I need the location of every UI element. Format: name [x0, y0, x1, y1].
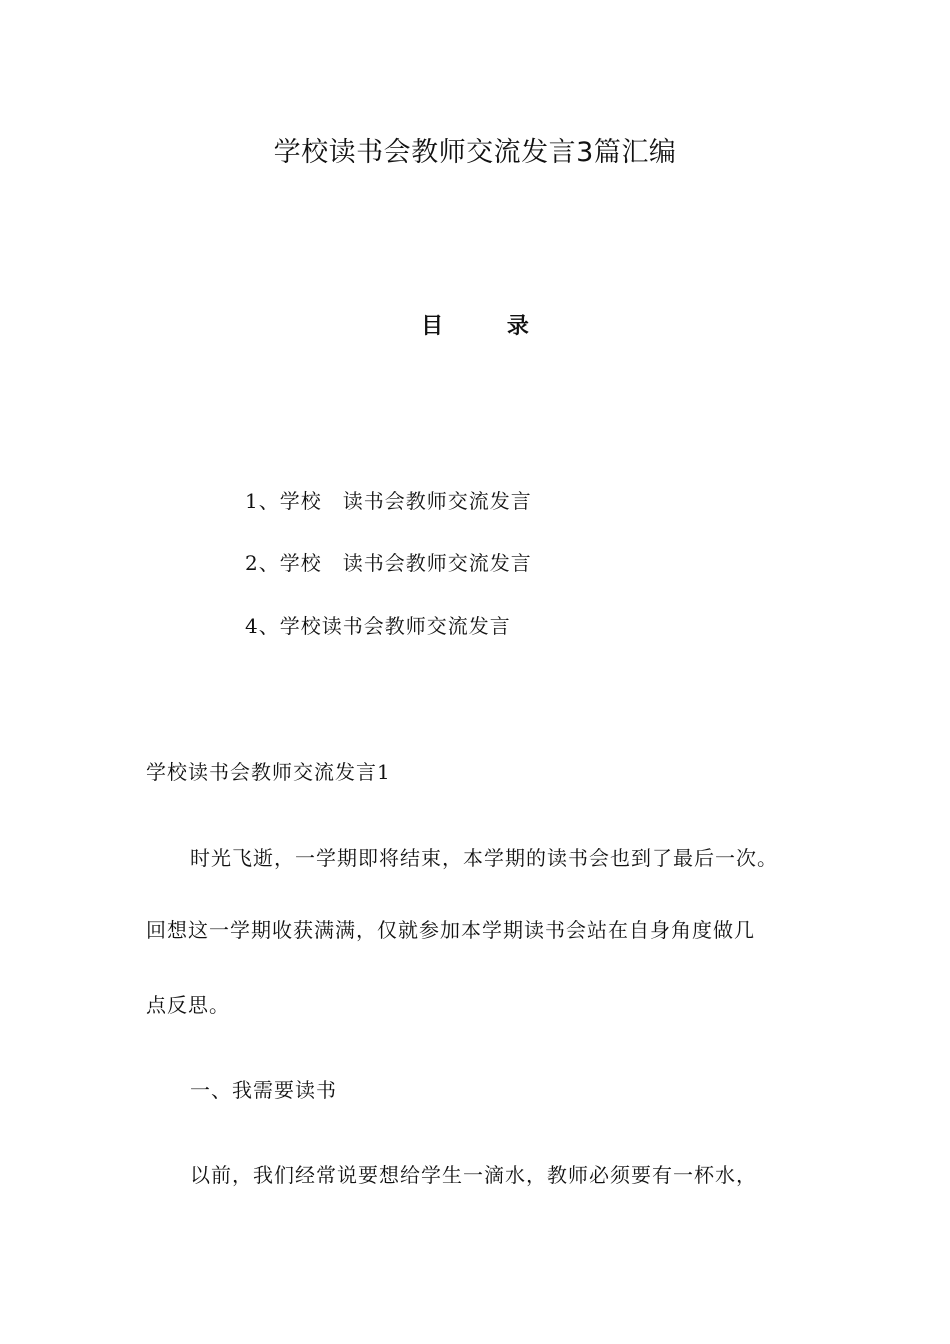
paragraph-line-1: 时光飞逝，一学期即将结束，本学期的读书会也到了最后一次。: [190, 846, 778, 870]
toc-item-2: 2、学校 读书会教师交流发言: [245, 551, 532, 575]
paragraph-line-2: 回想这一学期收获满满，仅就参加本学期读书会站在自身角度做几: [146, 918, 755, 942]
paragraph-line-4: 以前，我们经常说要想给学生一滴水，教师必须要有一杯水，: [190, 1163, 757, 1187]
subheading-1: 一、我需要读书: [190, 1078, 337, 1102]
toc-heading: 目 录: [421, 314, 557, 339]
toc-item-1: 1、学校 读书会教师交流发言: [245, 489, 532, 513]
toc-item-3: 4、学校读书会教师交流发言: [245, 614, 511, 638]
document-title: 学校读书会教师交流发言3篇汇编: [273, 137, 677, 168]
section-title: 学校读书会教师交流发言1: [146, 760, 391, 784]
paragraph-line-3: 点反思。: [146, 993, 230, 1017]
